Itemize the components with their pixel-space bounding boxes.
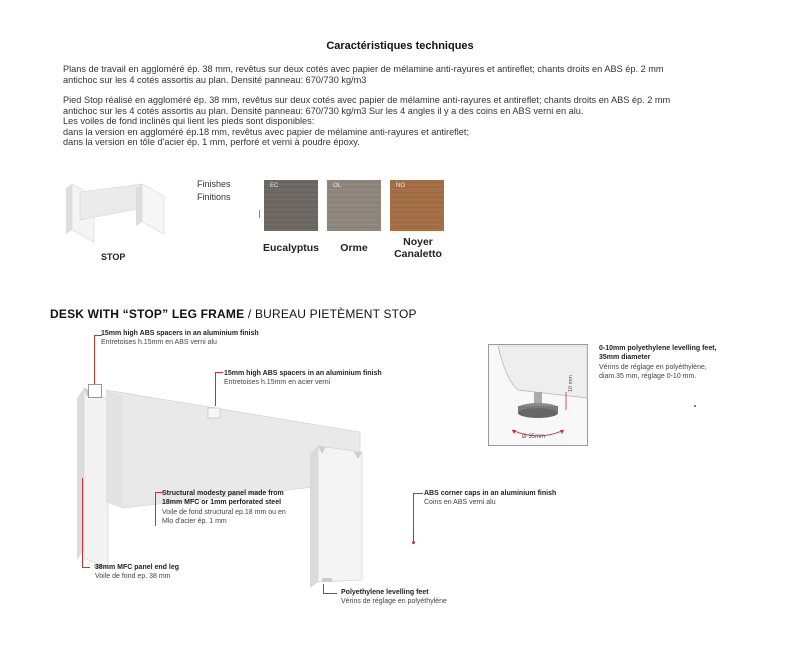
swatch-noyer-canaletto (390, 180, 444, 231)
callout-subtitle: diam.35 mm, réglage 0-10 mm. (599, 372, 697, 380)
stop-frame-thumbnail (58, 176, 178, 248)
swatch-eucalyptus (264, 180, 318, 231)
callout-title: 15mm high ABS spacers in an aluminium finish (101, 330, 259, 337)
page-title: Caractéristiques techniques (326, 40, 474, 52)
swatch-name-line: Noyer (403, 236, 433, 248)
callout-title: 0-10mm polyethylene levelling feet, (599, 345, 717, 352)
callout-title: Polyethylene levelling feet (341, 589, 429, 596)
callout-spacers-mid (224, 370, 382, 387)
callout-levelling-feet (341, 589, 447, 606)
finishes-label (197, 178, 231, 204)
leg-description (63, 95, 670, 148)
callout-title: 38mm MFC panel end leg (95, 564, 180, 571)
dimension-height: 10 mm (568, 375, 574, 392)
leader-line (82, 567, 90, 568)
callout-title: 15mm high ABS spacers in an aluminium finish (224, 370, 382, 377)
callout-subtitle: Vérins de réglage en polyéthylène, (599, 364, 707, 371)
paragraph-line: Pied Stop réalisé en aggloméré ép. 38 mm, revêtus sur deux cotés avec papier de mélamine anti-rayures et antireflet; chants droits en ABS ép. 2 mm (63, 95, 671, 105)
leader-line (155, 492, 156, 526)
stray-mark (694, 405, 696, 407)
callout-subtitle: Vérins de réglage en polyéthylène (341, 597, 447, 605)
leader-dot (412, 541, 415, 544)
callout-title: 35mm diameter (599, 353, 651, 361)
leader-line (413, 493, 414, 543)
section-title-separator: / (244, 307, 255, 321)
callout-subtitle: Entretoises h.15mm en acier verni (224, 378, 331, 386)
swatch-name-line: Canaletto (394, 248, 442, 260)
leader-line (215, 372, 223, 373)
swatch-name-orme: Orme (340, 242, 368, 254)
swatch-code: OL (333, 183, 342, 189)
swatch-name-eucalyptus: Eucalyptus (262, 242, 320, 254)
callout-foot-detail (599, 345, 717, 381)
swatch-orme (327, 180, 381, 231)
callout-spacers-top (101, 330, 259, 347)
callout-subtitle: Voile de fond structural ep.18 mm ou en (162, 509, 286, 516)
swatch-code: NO (396, 183, 405, 189)
leader-line (215, 372, 216, 406)
swatch-code: EC (270, 183, 279, 189)
leader-line (94, 335, 95, 391)
callout-subtitle: Coins en ABS verni alu (424, 498, 496, 506)
callout-end-leg (95, 564, 179, 581)
finishes-label-en: Finishes (197, 179, 231, 189)
callout-subtitle: Voile de fond ep. 38 mm (95, 572, 171, 580)
callout-subtitle: Mlo d'acier ép. 1 mm (162, 517, 227, 525)
worktop-description (63, 64, 664, 85)
levelling-foot-detail (488, 344, 588, 446)
paragraph-line: dans la version en aggloméré ép.18 mm, revêtus avec papier de mélamine anti-rayures et antireflet; (63, 126, 469, 137)
paragraph-line: Plans de travail en aggloméré ép. 38 mm, revêtus sur deux cotés avec papier de mélamine anti-rayures et antireflet; chants droits en ABS ép. 2 mm (63, 64, 664, 74)
paragraph-line: Les voiles de fond inclinés qui lient les pieds sont disponibles: (63, 116, 315, 126)
leader-line (323, 593, 337, 594)
section-title (50, 307, 417, 321)
callout-title: ABS corner caps in an aluminium finish (424, 490, 557, 497)
stop-label: STOP (101, 252, 126, 262)
leader-line (413, 493, 423, 494)
callout-modesty-panel (162, 490, 286, 526)
swatch-name-noyer-canaletto (380, 236, 456, 260)
callout-title: 18mm MFC or 1mm perforated steel (162, 498, 282, 506)
section-title-fr: BUREAU PIETÈMENT STOP (254, 307, 417, 321)
finishes-label-fr: Finitions (197, 192, 231, 202)
paragraph-line: antichoc sur les 4 cotés assortis au plan. Densité panneau: 670/730 kg/m3 (63, 74, 367, 85)
paragraph-line: antichoc sur les 4 cotés assortis au plan. Densité panneau: 670/730 kg/m3 Sur les 4 angles il y a des coins en ABS verni en alu. (63, 105, 584, 116)
callout-corner-caps (424, 490, 556, 507)
swatch-marker (259, 210, 260, 218)
spacer-highlight (88, 384, 102, 398)
leader-line (82, 478, 83, 568)
paragraph-line: dans la version en tôle d'acier ép. 1 mm, perforé et verni à poudre époxy. (63, 137, 360, 147)
callout-title: Structural modesty panel made from (162, 490, 284, 497)
section-title-en: DESK WITH “STOP” LEG FRAME (50, 307, 245, 321)
callout-subtitle: Entretoises h.15mm en ABS verni alu (101, 338, 217, 346)
dimension-diameter: Ø 35mm (522, 434, 546, 440)
